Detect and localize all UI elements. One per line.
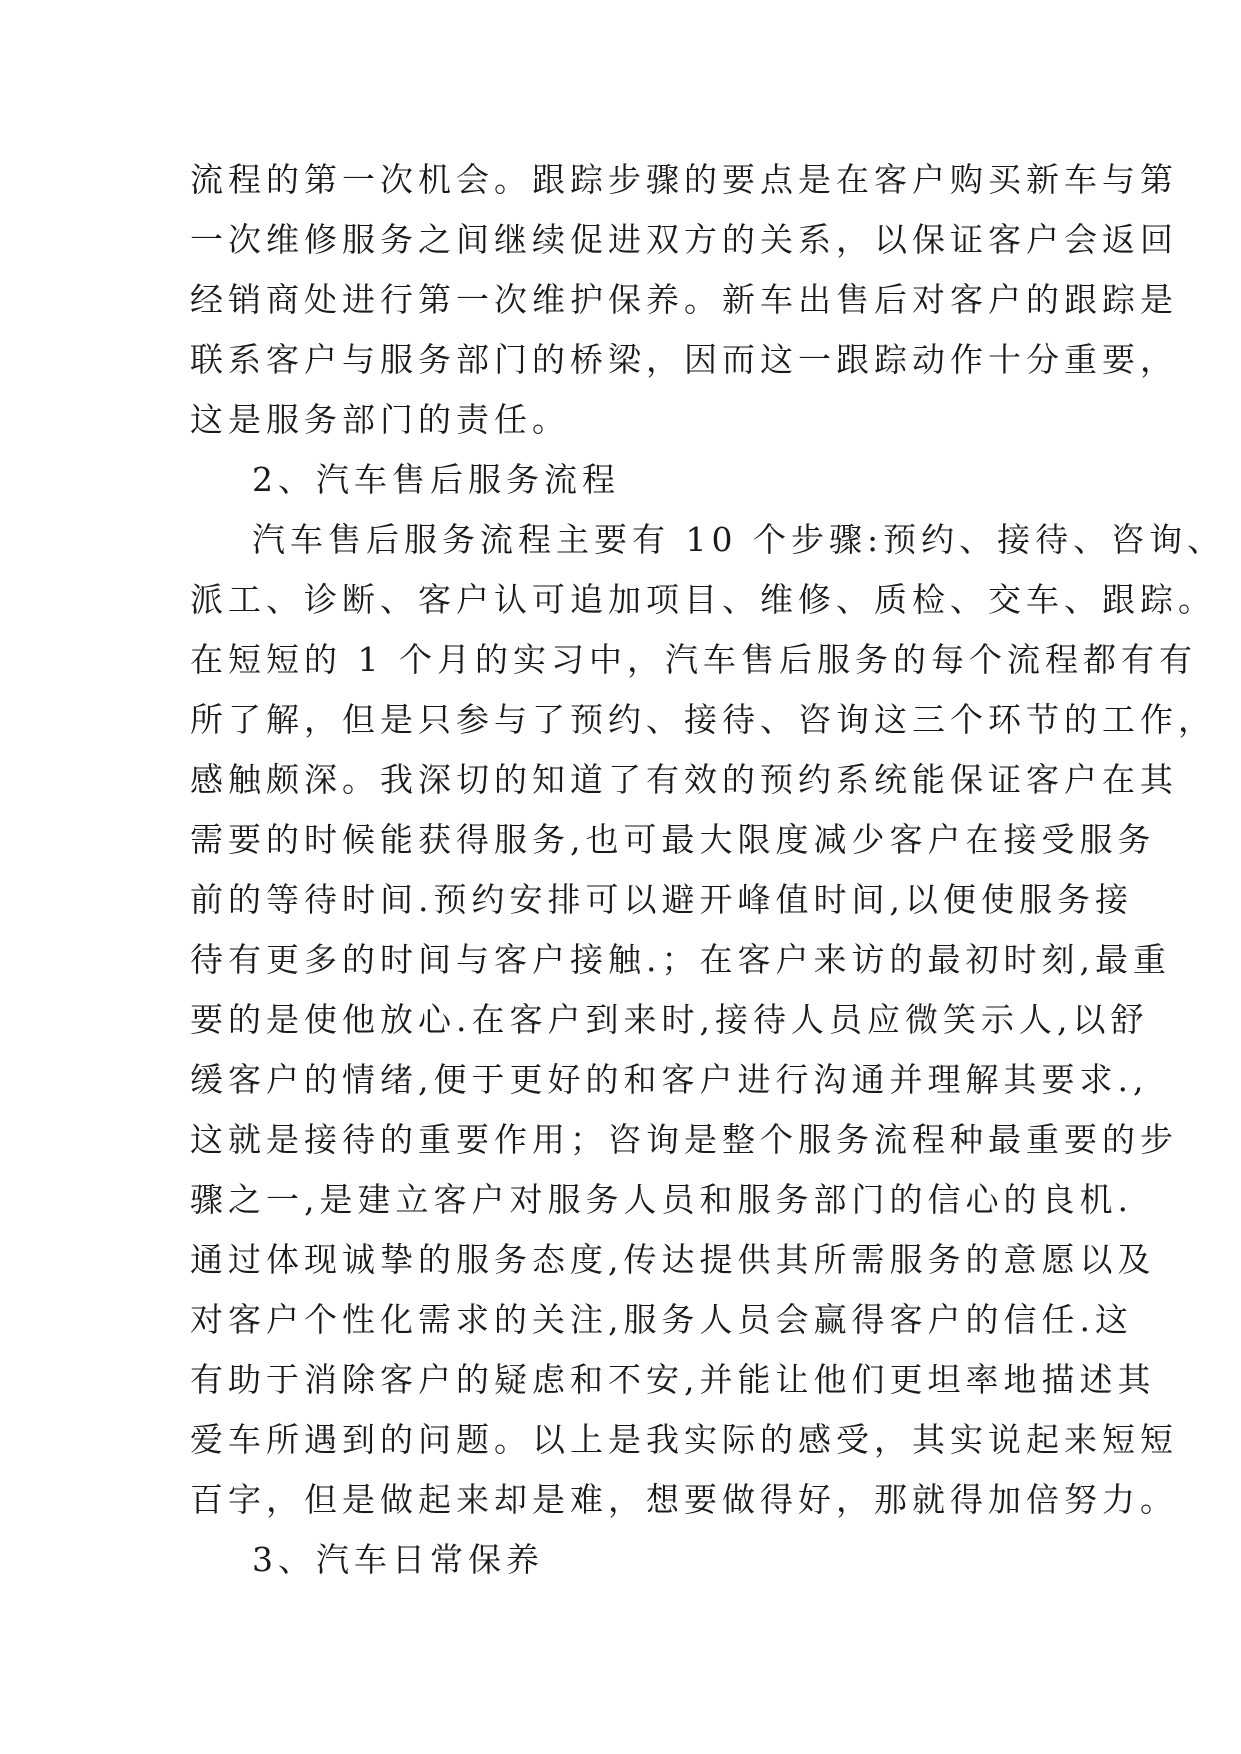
text-line: 待有更多的时间与客户接触.；在客户来访的最初时刻,最重 (190, 940, 1171, 979)
text-line: 前的等待时间.预约安排可以避开峰值时间,以便使服务接 (190, 880, 1133, 919)
text-line: 所了解，但是只参与了预约、接待、咨询这三个环节的工作， (190, 700, 1216, 739)
text-line: 经销商处进行第一次维护保养。新车出售后对客户的跟踪是 (190, 280, 1178, 319)
text-line: 感触颇深。我深切的知道了有效的预约系统能保证客户在其 (190, 760, 1178, 799)
text-line: 派工、诊断、客户认可追加项目、维修、质检、交车、跟踪。 (190, 580, 1216, 619)
section-heading: 2、汽车售后服务流程 (252, 460, 620, 499)
text-line: 爱车所遇到的问题。以上是我实际的感受，其实说起来短短 (190, 1420, 1178, 1459)
text-line: 在短短的 1 个月的实习中，汽车售后服务的每个流程都有有 (190, 640, 1197, 679)
text-line: 有助于消除客户的疑虑和不安,并能让他们更坦率地描述其 (190, 1360, 1156, 1399)
text-line: 对客户个性化需求的关注,服务人员会赢得客户的信任.这 (190, 1300, 1133, 1339)
section-heading: 3、汽车日常保养 (252, 1540, 544, 1579)
text-line: 需要的时候能获得服务,也可最大限度减少客户在接受服务 (190, 820, 1156, 859)
paragraph-first-line: 汽车售后服务流程主要有 10 个步骤:预约、接待、咨询、 (252, 520, 1226, 559)
document-body (190, 150, 1226, 1590)
text-line: 百字，但是做起来却是难，想要做得好，那就得加倍努力。 (190, 1480, 1178, 1519)
text-line: 这是服务部门的责任。 (190, 400, 570, 439)
text-line: 一次维修服务之间继续促进双方的关系，以保证客户会返回 (190, 220, 1178, 259)
text-line: 这就是接待的重要作用；咨询是整个服务流程种最重要的步 (190, 1120, 1178, 1159)
text-line: 缓客户的情绪,便于更好的和客户进行沟通并理解其要求., (190, 1060, 1149, 1099)
text-line: 骤之一,是建立客户对服务人员和服务部门的信心的良机. (190, 1180, 1133, 1219)
text-line: 流程的第一次机会。跟踪步骤的要点是在客户购买新车与第 (190, 160, 1178, 199)
text-line: 要的是使他放心.在客户到来时,接待人员应微笑示人,以舒 (190, 1000, 1149, 1039)
text-line: 通过体现诚挚的服务态度,传达提供其所需服务的意愿以及 (190, 1240, 1156, 1279)
text-line: 联系客户与服务部门的桥梁，因而这一跟踪动作十分重要， (190, 340, 1178, 379)
